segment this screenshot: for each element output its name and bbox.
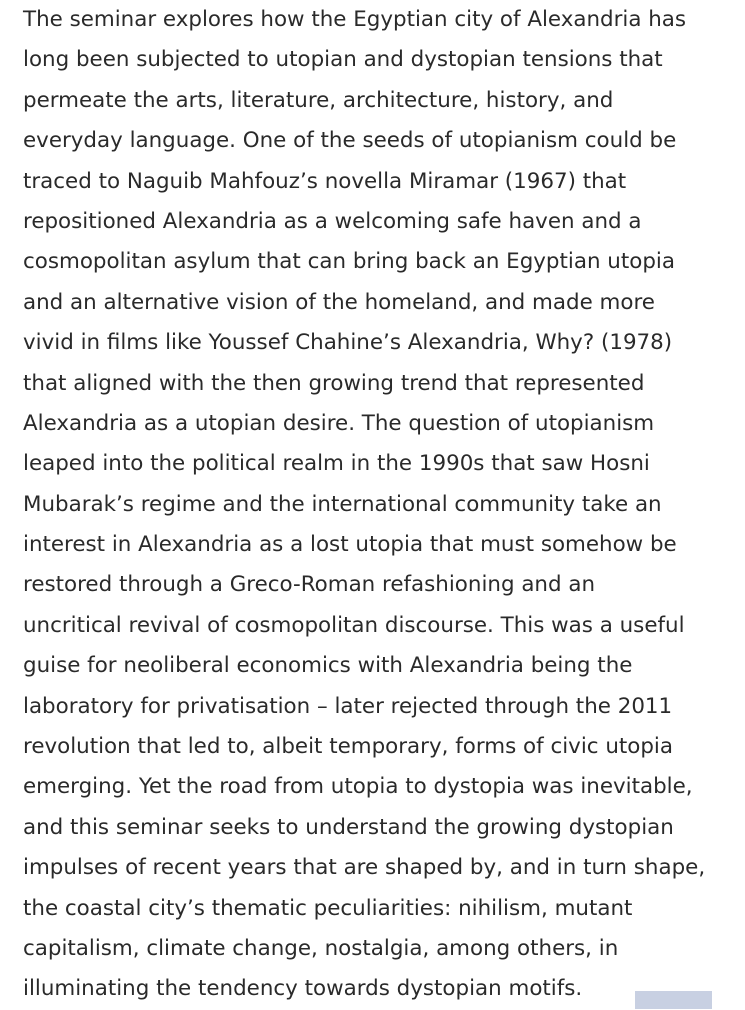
text-line: long been subjected to utopian and dystopian tensions that bbox=[23, 47, 663, 73]
text-line: uncritical revival of cosmopolitan discourse. This was a useful bbox=[23, 612, 685, 638]
text-line: that aligned with the then growing trend that represented bbox=[23, 370, 645, 396]
text-line: restored through a Greco-Roman refashioning and an bbox=[23, 572, 596, 598]
text-line: everyday language. One of the seeds of utopianism could be bbox=[23, 128, 677, 154]
text-line: repositioned Alexandria as a welcoming safe haven and a bbox=[23, 208, 642, 234]
text-line: the coastal city’s thematic peculiarities: nihilism, mutant bbox=[23, 895, 633, 921]
scroll-indicator[interactable] bbox=[635, 991, 712, 1009]
text-line: revolution that led to, albeit temporary, forms of civic utopia bbox=[23, 734, 673, 760]
text-line: vivid in films like Youssef Chahine’s Alexandria, Why? (1978) bbox=[23, 330, 673, 356]
text-line: capitalism, climate change, nostalgia, among others, in bbox=[23, 935, 619, 961]
text-line: impulses of recent years that are shaped by, and in turn shape, bbox=[23, 855, 706, 881]
text-line: interest in Alexandria as a lost utopia that must somehow be bbox=[23, 532, 677, 558]
seminar-description bbox=[23, 0, 729, 1010]
text-line: Alexandria as a utopian desire. The question of utopianism bbox=[23, 410, 655, 436]
text-line: illuminating the tendency towards dystopian motifs. bbox=[23, 976, 583, 1002]
text-line: The seminar explores how the Egyptian city of Alexandria has bbox=[23, 7, 687, 32]
text-line: Mubarak’s regime and the international community take an bbox=[23, 491, 662, 517]
text-line: and an alternative vision of the homeland, and made more bbox=[23, 289, 655, 315]
text-line: leaped into the political realm in the 1990s that saw Hosni bbox=[23, 451, 650, 477]
text-line: cosmopolitan asylum that can bring back an Egyptian utopia bbox=[23, 249, 675, 275]
text-line: emerging. Yet the road from utopia to dystopia was inevitable, bbox=[23, 774, 693, 800]
text-line: guise for neoliberal economics with Alexandria being the bbox=[23, 653, 633, 679]
text-line: laboratory for privatisation – later rejected through the 2011 bbox=[23, 693, 673, 719]
text-line: permeate the arts, literature, architecture, history, and bbox=[23, 87, 614, 113]
text-line: and this seminar seeks to understand the growing dystopian bbox=[23, 814, 674, 840]
text-line: traced to Naguib Mahfouz’s novella Miramar (1967) that bbox=[23, 168, 627, 194]
